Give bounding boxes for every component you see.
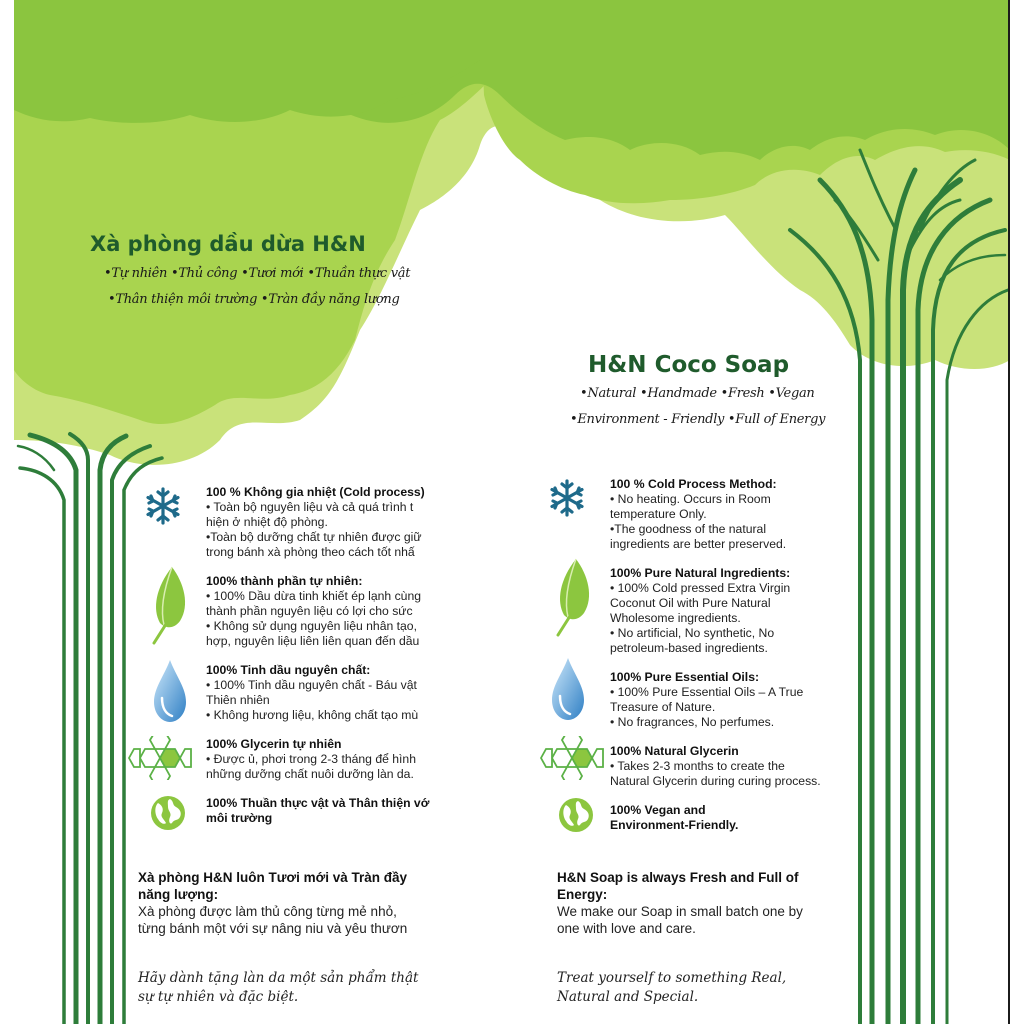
vi-feature-natural xyxy=(206,574,456,649)
en-fresh-title xyxy=(557,869,857,903)
en-signoff xyxy=(557,969,786,1007)
feature-heading: 100% thành phần tự nhiên: xyxy=(206,574,363,588)
vi-feature-vegan xyxy=(206,796,456,826)
globe-icon xyxy=(150,795,186,831)
feature-heading: 100% Pure Essential Oils: xyxy=(610,670,760,684)
feature-line: • No heating. Occurs in Room xyxy=(610,492,771,506)
feature-line: môi trường xyxy=(206,811,273,825)
feature-line: • 100% Cold pressed Extra Virgin xyxy=(610,581,791,595)
feature-heading: 100 % Không gia nhiệt (Cold process) xyxy=(206,485,425,499)
feature-heading: 100% Glycerin tự nhiên xyxy=(206,737,342,751)
en-fresh-text xyxy=(557,903,867,937)
feature-line: Wholesome ingredients. xyxy=(610,611,741,625)
feature-heading: 100% Natural Glycerin xyxy=(610,744,739,758)
en-tagline-1: •Natural •Handmade •Fresh •Vegan xyxy=(580,386,815,401)
vi-fresh-title xyxy=(138,869,438,903)
vi-fresh-title-line-2: năng lượng: xyxy=(138,887,219,902)
en-signoff-line-2: Natural and Special. xyxy=(557,989,699,1005)
en-feature-cold-process xyxy=(610,477,860,552)
vi-fresh-text-line-2: từng bánh một với sự nâng niu và yêu thươn xyxy=(138,921,408,936)
leaf-icon xyxy=(554,557,594,637)
feature-line: Thiên nhiên xyxy=(206,693,270,707)
feature-line: temperature Only. xyxy=(610,507,707,521)
feature-line: • 100% Dầu dừa tinh khiết ép lạnh cùng xyxy=(206,589,422,603)
molecule-icon xyxy=(128,736,192,780)
feature-line: • Toàn bộ nguyên liệu và cả quá trình t xyxy=(206,500,414,514)
en-feature-glycerin xyxy=(610,744,860,789)
vi-signoff xyxy=(138,969,418,1007)
vi-feature-glycerin xyxy=(206,737,456,782)
feature-heading: 100% Thuần thực vật và Thân thiện vớ xyxy=(206,796,430,810)
en-feature-essential-oils xyxy=(610,670,860,730)
feature-line: thành phần nguyên liệu có lợi cho sức xyxy=(206,604,413,618)
feature-line: • No artificial, No synthetic, No xyxy=(610,626,775,640)
en-title: H&N Coco Soap xyxy=(588,352,790,378)
feature-line: Treasure of Nature. xyxy=(610,700,716,714)
vi-fresh-text xyxy=(138,903,448,937)
vi-feature-cold-process xyxy=(206,485,456,560)
feature-line: • Không hương liệu, không chất tạo mù xyxy=(206,708,419,722)
feature-line: hiện ở nhiệt độ phòng. xyxy=(206,515,328,529)
vi-feature-essential-oils xyxy=(206,663,456,723)
en-fresh-title-line-1: H&N Soap is always Fresh and Full of xyxy=(557,870,799,885)
vi-tagline-2: •Thân thiện môi trường •Tràn đầy năng lượng xyxy=(108,292,400,307)
feature-heading: 100% Vegan and xyxy=(610,803,706,817)
feature-line: Environment-Friendly. xyxy=(610,818,739,832)
snowflake-icon xyxy=(547,478,587,518)
feature-line: • Takes 2-3 months to create the xyxy=(610,759,785,773)
en-fresh-text-line-1: We make our Soap in small batch one by xyxy=(557,904,803,919)
feature-line: ingredients are better preserved. xyxy=(610,537,787,551)
leaf-icon xyxy=(150,565,190,645)
feature-line: Coconut Oil with Pure Natural xyxy=(610,596,771,610)
feature-line: • No fragrances, No perfumes. xyxy=(610,715,775,729)
feature-line: Natural Glycerin during curing process. xyxy=(610,774,821,788)
feature-line: • Không sử dụng nguyên liệu nhân tạo, xyxy=(206,619,417,633)
feature-heading: 100 % Cold Process Method: xyxy=(610,477,777,491)
vi-fresh-title-line-1: Xà phòng H&N luôn Tươi mới và Tràn đầy xyxy=(138,870,407,885)
feature-line: petroleum-based ingredients. xyxy=(610,641,768,655)
feature-line: • 100% Pure Essential Oils – A True xyxy=(610,685,804,699)
right-edge-border xyxy=(1008,0,1024,1024)
en-signoff-line-1: Treat yourself to something Real, xyxy=(557,970,787,986)
globe-icon xyxy=(558,797,594,833)
en-feature-vegan xyxy=(610,803,860,833)
vi-tagline-1: •Tự nhiên •Thủ công •Tươi mới •Thuần thực vật xyxy=(104,266,411,281)
feature-line: những dưỡng chất nuôi dưỡng làn da. xyxy=(206,767,414,781)
en-fresh-title-line-2: Energy: xyxy=(557,887,608,902)
feature-line: • 100% Tinh dầu nguyên chất - Báu vật xyxy=(206,678,417,692)
feature-heading: 100% Pure Natural Ingredients: xyxy=(610,566,791,580)
en-tagline-2: •Environment - Friendly •Full of Energy xyxy=(570,412,826,427)
feature-line: •Toàn bộ dưỡng chất tự nhiên được giữ xyxy=(206,530,422,544)
vi-signoff-line-1: Hãy dành tặng làn da một sản phẩm thật xyxy=(138,970,419,986)
en-fresh-text-line-2: one with love and care. xyxy=(557,921,696,936)
en-feature-natural xyxy=(610,566,860,656)
vi-title: Xà phòng dầu dừa H&N xyxy=(90,232,366,256)
water-drop-icon xyxy=(548,656,588,722)
feature-heading: 100% Tinh dầu nguyên chất: xyxy=(206,663,371,677)
snowflake-icon xyxy=(143,486,183,526)
feature-line: •The goodness of the natural xyxy=(610,522,767,536)
water-drop-icon xyxy=(150,658,190,724)
feature-line: • Được ủ, phơi trong 2-3 tháng để hình xyxy=(206,752,416,766)
vi-signoff-line-2: sự tự nhiên và đặc biệt. xyxy=(138,989,299,1005)
feature-line: hợp, nguyên liệu liên liên quan đến dầu xyxy=(206,634,420,648)
feature-line: trong bánh xà phòng theo cách tốt nhấ xyxy=(206,545,415,559)
vi-fresh-text-line-1: Xà phòng được làm thủ công từng mẻ nhỏ, xyxy=(138,904,397,919)
molecule-icon xyxy=(540,736,604,780)
